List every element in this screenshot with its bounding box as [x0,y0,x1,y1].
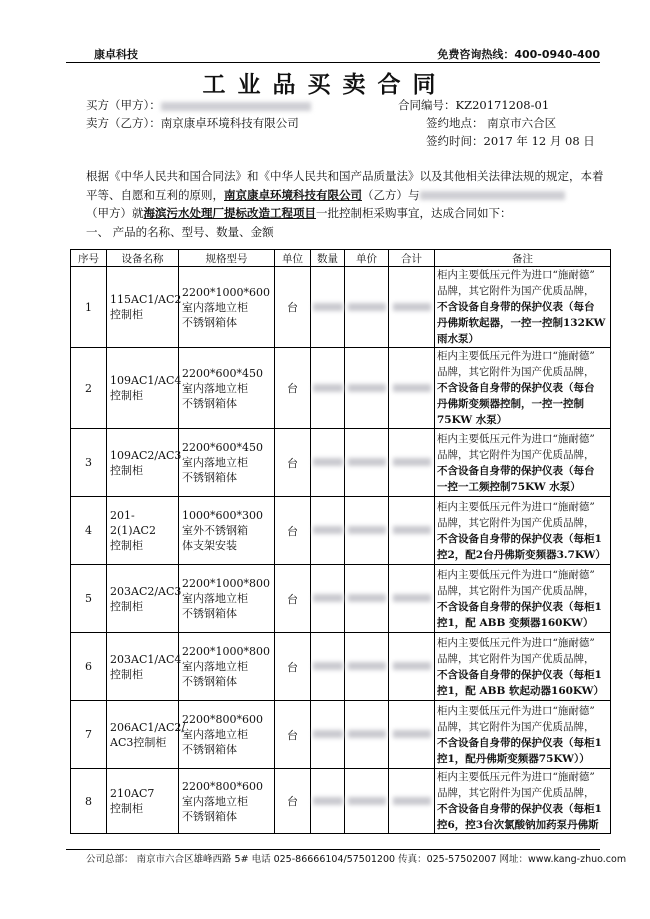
cell-note [435,769,611,834]
cell-unit: 台 [275,701,311,769]
note-line: 品牌，其它附件为国产优质品牌， [437,720,595,733]
cell-unit: 台 [275,429,311,497]
note-bold-line: 75KW 水泵） [437,414,508,426]
name-line: 控制柜 [110,389,143,402]
footer-divider [66,849,600,850]
cell-unit: 台 [275,348,311,429]
col-header: 单位 [275,250,311,267]
name-line: 115AC1/AC2 [110,293,182,306]
header-company: 康卓科技 [94,48,138,61]
cell-price [345,429,389,497]
redacted-value [313,730,343,738]
cell-note [435,497,611,565]
cell-name [107,769,179,834]
spec-line: 1000*600*300 [182,509,263,522]
preamble-text: （乙方）与 [362,187,420,202]
cell-unit: 台 [275,267,311,348]
cell-note [435,633,611,701]
cell-qty [311,497,345,565]
note-line: 品牌，其它附件为国产优质品牌， [437,787,595,799]
redacted-value [393,594,431,602]
spec-line: 室内落地立柜 [182,381,248,395]
preamble [86,167,606,241]
cell-name [107,429,182,497]
note-line: 柜内主要低压元件为进口“施耐德” [437,704,595,717]
cell-note [435,348,611,429]
redacted-buyer-name [420,191,565,200]
spec-line: 室内落地立柜 [182,592,248,605]
footer-info: 公司总部： 南京市六合区雄峰西路 5# 电话 025-86666104/57501200 传真：025-57502007 网址：www.kang-zhuo.com [86,854,627,865]
cell-note [435,701,611,769]
spec-line: 2200*800*600 [182,779,263,793]
cell-unit: 台 [275,769,311,834]
table-row [71,565,611,633]
table-row [71,497,611,565]
col-header: 设备名称 [107,250,179,267]
cell-name [107,701,186,769]
cell-unit: 台 [275,497,311,565]
redacted-value [348,730,386,738]
col-header: 规格型号 [179,250,275,267]
preamble-line-1: 根据《中华人民共和国合同法》和《中华人民共和国产品质量法》以及其他相关法律法规的规定，本着 [86,169,604,183]
note-bold-line: 一控一工频控制75KW 水泵） [437,480,581,493]
cell-total [389,267,435,348]
cell-price [345,267,389,348]
note-bold-line: 不含设备自身带的保护仪表（每台 [437,382,595,394]
name-line: 109AC2/AC3 [110,448,182,462]
redacted-value [313,458,343,466]
redacted-buyer [161,102,311,111]
cell-qty [311,701,345,769]
note-bold-line: 控2，配2台丹佛斯变频器3.7KW） [437,548,606,561]
cell-no: 6 [71,633,107,701]
table-row [71,633,611,701]
note-bold-line: 控1，配 ABB 软起动器160KW） [437,684,604,697]
note-line: 柜内主要低压元件为进口“施耐德” [437,771,595,783]
note-bold-line: 不含设备自身带的保护仪表（每柜1 [437,736,602,749]
preamble-text: 平等、自愿和互利的原则， [86,187,224,202]
name-line: 206AC1/AC2/ [110,720,186,734]
name-line: 109AC1/AC4 [110,374,182,387]
cell-price [345,348,389,429]
sign-place: 签约地点： 南京市六合区 [426,116,557,130]
cell-no: 7 [71,701,107,769]
document-title: 工业品买卖合同 [202,71,448,98]
redacted-value [348,303,386,311]
spec-line: 室外不锈钢箱 [182,524,248,537]
cell-price [345,565,389,633]
note-bold-line: 丹佛斯软起器，一控一控制132KW [437,317,606,329]
redacted-value [348,384,386,392]
preamble-text: （甲方）就 [86,206,144,220]
cell-no: 8 [71,769,107,834]
note-bold-line: 不含设备自身带的保护仪表（每柜1 [437,803,602,815]
cell-qty [311,769,345,834]
cell-total [389,565,435,633]
cell-spec [179,429,275,497]
col-header: 备注 [435,250,611,267]
note-bold-line: 控1，配 ABB 变频器160KW） [437,616,594,629]
contract-number: 合同编号：KZ20171208-01 [398,98,550,112]
preamble-text: 一批控制柜采购事宜，达成合同如下： [316,206,512,220]
spec-line: 2200*1000*600 [182,285,270,299]
redacted-value [393,384,431,392]
cell-spec [179,701,275,769]
spec-line: 2200*1000*800 [182,577,270,590]
name-line: AC3控制柜 [110,735,167,749]
cell-no: 3 [71,429,107,497]
spec-line: 不锈钢箱体 [182,675,237,688]
cell-qty [311,348,345,429]
section-heading: 一、 产品的名称、型号、数量、金额 [86,224,274,239]
name-line: 201-2(1)AC2 [110,509,156,537]
cell-unit: 台 [275,633,311,701]
spec-line: 2200*800*600 [182,713,263,726]
cell-no: 4 [71,497,107,565]
redacted-value [313,797,343,805]
cell-total [389,633,435,701]
cell-qty [311,267,345,348]
spec-line: 室内落地立柜 [182,728,248,741]
name-line: 210AC7 [110,787,155,800]
cell-name [107,267,182,348]
spec-line: 2200*600*450 [182,366,263,380]
redacted-value [313,526,343,534]
col-header: 数量 [311,250,345,267]
note-line: 柜内主要低压元件为进口“施耐德” [437,269,595,281]
cell-spec [179,565,275,633]
cell-name [107,348,182,429]
project-name-bold: 海滨污水处理厂提标改造工程项目 [143,206,316,220]
name-line: 控制柜 [110,599,143,613]
buyer-line [86,97,311,113]
col-header: 单价 [345,250,389,267]
cell-note [435,565,611,633]
note-bold-line: 不含设备自身带的保护仪表（每柜1 [437,668,602,681]
col-header: 序号 [71,250,107,267]
redacted-value [348,662,386,670]
cell-spec [179,348,275,429]
redacted-value [393,730,431,738]
table-row [71,267,611,348]
redacted-value [313,662,343,670]
cell-price [345,497,389,565]
name-line: 控制柜 [110,308,143,321]
cell-qty [311,565,345,633]
preamble-line-3 [86,204,606,223]
cell-price [345,701,389,769]
redacted-value [393,797,431,805]
note-bold-line: 不含设备自身带的保护仪表（每台 [437,301,595,313]
name-line: 控制柜 [110,802,143,815]
note-line: 柜内主要低压元件为进口“施耐德” [437,432,595,445]
cell-note [435,267,611,348]
redacted-value [393,303,431,311]
name-line: 控制柜 [110,667,143,681]
spec-line: 不锈钢箱体 [182,809,237,823]
table-row [71,769,611,834]
preamble-line-2 [86,186,606,205]
note-line: 品牌，其它附件为国产优质品牌， [437,285,595,297]
cell-total [389,497,435,565]
spec-line: 室内落地立柜 [182,794,248,808]
note-bold-line: 不含设备自身带的保护仪表（每台 [437,464,595,477]
name-line: 203AC2/AC3 [110,584,182,598]
spec-line: 室内落地立柜 [182,660,248,673]
header-divider [66,62,600,63]
name-line: 控制柜 [110,463,143,477]
redacted-value [348,594,386,602]
spec-line: 体支架安装 [182,539,237,552]
spec-line: 不锈钢箱体 [182,315,237,329]
cell-spec [179,267,275,348]
redacted-value [313,303,343,311]
redacted-value [393,526,431,534]
col-header: 合计 [389,250,435,267]
note-bold-line: 不含设备自身带的保护仪表（每柜1 [437,532,602,545]
spec-line: 不锈钢箱体 [182,743,237,756]
redacted-value [348,458,386,466]
cell-qty [311,633,345,701]
note-line: 品牌，其它附件为国产优质品牌， [437,516,595,529]
note-line: 柜内主要低压元件为进口“施耐德” [437,500,595,513]
cell-spec [179,497,275,565]
spec-line: 2200*1000*800 [182,645,270,658]
note-bold-line: 雨水泵） [437,333,479,345]
cell-name [107,497,179,565]
cell-no: 5 [71,565,107,633]
table-row [71,348,611,429]
product-table [70,249,611,834]
spec-line: 不锈钢箱体 [182,396,237,410]
cell-note [435,429,611,497]
seller-line: 卖方（乙方）：南京康卓环境科技有限公司 [86,116,299,130]
note-line: 品牌，其它附件为国产优质品牌， [437,584,595,597]
redacted-value [393,458,431,466]
note-line: 柜内主要低压元件为进口“施耐德” [437,568,595,581]
note-line: 品牌，其它附件为国产优质品牌， [437,448,595,461]
spec-line: 室内落地立柜 [182,300,248,314]
cell-name [107,565,182,633]
redacted-value [348,526,386,534]
name-line: 控制柜 [110,539,143,552]
note-line: 品牌，其它附件为国产优质品牌， [437,652,595,665]
redacted-value [313,594,343,602]
cell-spec [179,769,275,834]
note-bold-line: 不含设备自身带的保护仪表（每柜1 [437,600,602,613]
cell-no: 1 [71,267,107,348]
header-hotline: 免费咨询热线：400-0940-400 [437,48,600,61]
cell-name [107,633,182,701]
spec-line: 不锈钢箱体 [182,471,237,484]
cell-qty [311,429,345,497]
cell-price [345,769,389,834]
redacted-value [313,384,343,392]
cell-total [389,429,435,497]
cell-no: 2 [71,348,107,429]
cell-spec [179,633,275,701]
seller-name-bold: 南京康卓环境科技有限公司 [224,187,362,202]
cell-total [389,348,435,429]
spec-line: 室内落地立柜 [182,456,248,469]
note-bold-line: 控6，控3台次氯酸钠加药泵丹佛斯 [437,819,599,831]
table-header-row [71,250,611,267]
buyer-label: 买方（甲方）： [86,98,161,112]
cell-total [389,769,435,834]
table-row [71,701,611,769]
note-line: 品牌，其它附件为国产优质品牌， [437,366,595,378]
note-line: 柜内主要低压元件为进口“施耐德” [437,636,595,649]
redacted-value [393,662,431,670]
note-bold-line: 丹佛斯变频器控制，一控一控制 [437,398,584,410]
note-line: 柜内主要低压元件为进口“施耐德” [437,350,595,362]
spec-line: 2200*600*450 [182,441,263,454]
cell-total [389,701,435,769]
note-bold-line: 控1，配丹佛斯变频器75KW）） [437,752,590,765]
cell-price [345,633,389,701]
redacted-value [348,797,386,805]
name-line: 203AC1/AC4 [110,652,182,666]
sign-time: 签约时间：2017 年 12 月 08 日 [426,134,595,148]
cell-unit: 台 [275,565,311,633]
table-row [71,429,611,497]
spec-line: 不锈钢箱体 [182,607,237,620]
